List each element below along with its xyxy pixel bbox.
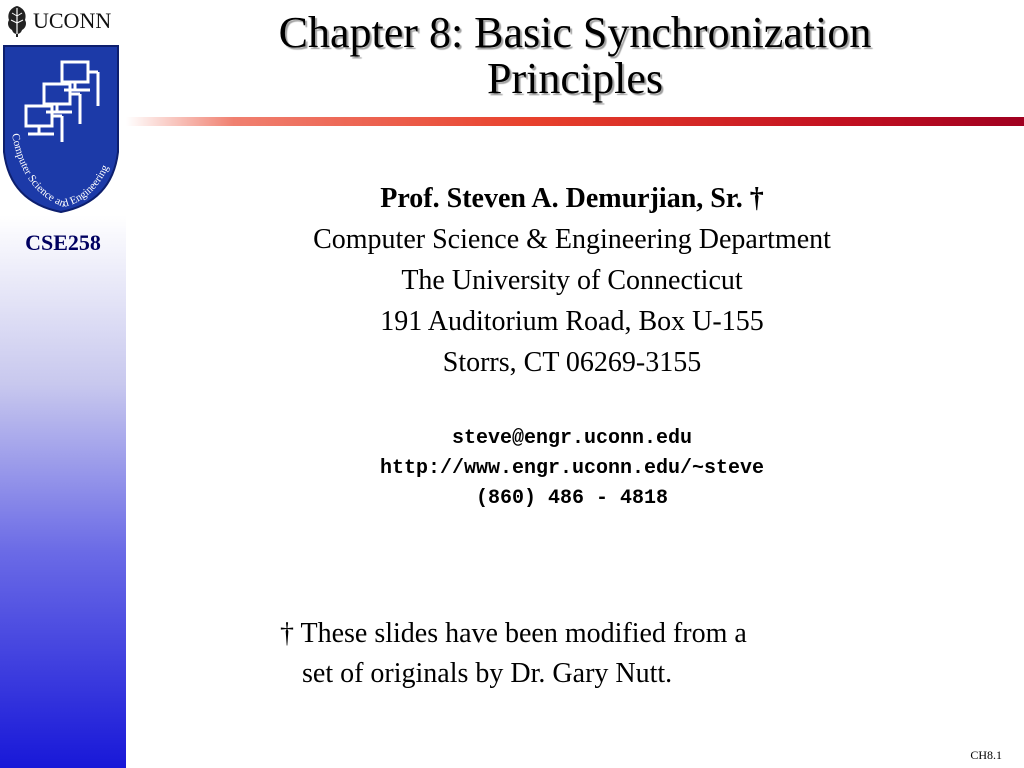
sidebar (0, 0, 126, 768)
cse-seal-logo (0, 42, 122, 214)
slide-number: CH8.1 (970, 748, 1002, 762)
oak-leaf-icon (4, 4, 30, 38)
contact-phone: (860) 486 - 4818 (475, 487, 669, 510)
footnote-line-2: set of originals by Dr. Gary Nutt. (302, 658, 673, 689)
author-department: Computer Science & Engineering Department (313, 224, 831, 255)
author-city: Storrs, CT 06269-3155 (442, 347, 702, 378)
course-code: CSE258 (25, 230, 101, 255)
slide-title (140, 10, 1010, 102)
contact-email[interactable]: steve@engr.uconn.edu (451, 427, 693, 450)
title-divider (126, 117, 1024, 126)
author-university: The University of Connecticut (401, 265, 743, 296)
uconn-logo-text: UCONN (33, 8, 112, 33)
author-name: Prof. Steven A. Demurjian, Sr. † (380, 183, 764, 214)
footnote (280, 614, 880, 694)
author-address: 191 Auditorium Road, Box U-155 (380, 306, 764, 337)
title-line-1: Chapter 8: Basic Synchronization (278, 8, 872, 57)
title-line-2: Principles (487, 54, 663, 103)
author-block (200, 178, 944, 383)
contact-block (200, 424, 944, 514)
seal-text: Computer Science and Engineering (9, 132, 112, 210)
contact-url[interactable]: http://www.engr.uconn.edu/~steve (379, 457, 765, 480)
uconn-logo (4, 2, 122, 40)
footnote-line-1: † These slides have been modified from a (280, 618, 747, 649)
